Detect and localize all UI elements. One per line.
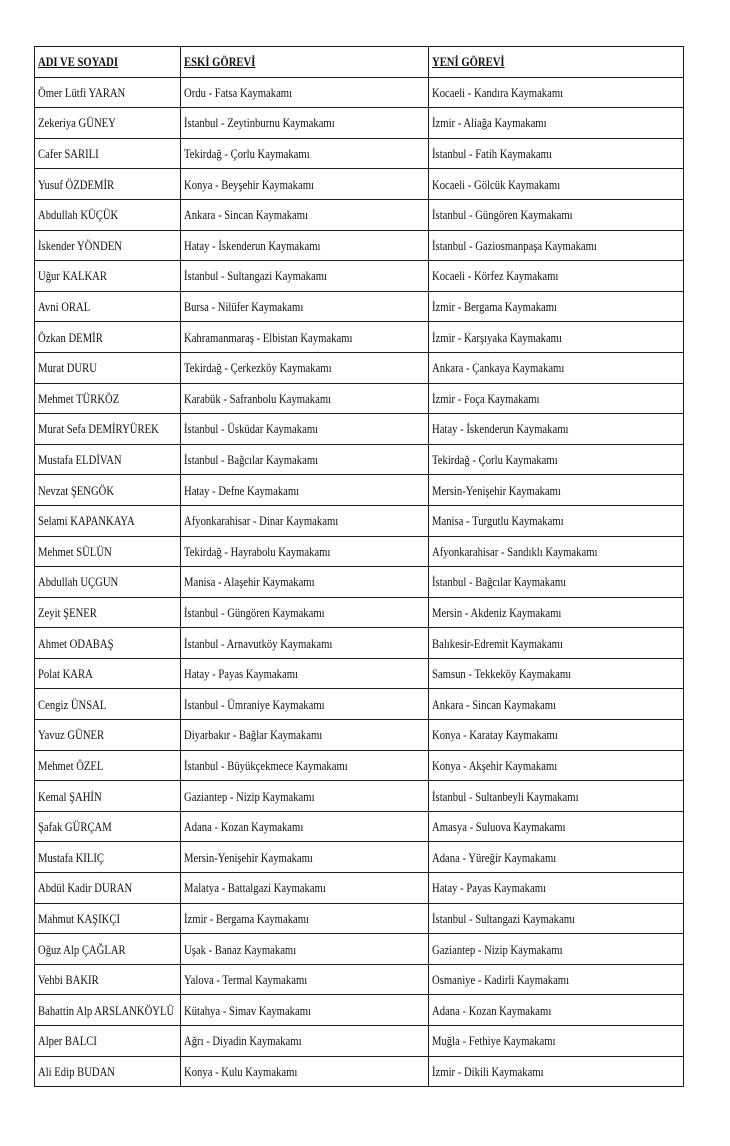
former-post: Hatay - Payas Kaymakamı	[184, 666, 298, 682]
name-cell	[35, 689, 181, 720]
new-post-cell	[429, 78, 684, 109]
former-post-cell	[181, 200, 429, 231]
former-post: Konya - Beyşehir Kaymakamı	[184, 176, 314, 192]
new-post-cell	[429, 108, 684, 139]
new-post-cell	[429, 414, 684, 445]
new-post-cell	[429, 353, 684, 384]
former-post: Adana - Kozan Kaymakamı	[184, 819, 304, 835]
new-post: Hatay - İskenderun Kaymakamı	[432, 421, 569, 437]
table-row	[35, 995, 684, 1026]
new-post: Manisa - Turgutlu Kaymakamı	[432, 513, 564, 529]
table-row	[35, 261, 684, 292]
former-post: İstanbul - Güngören Kaymakamı	[184, 604, 325, 620]
former-post: Ankara - Sincan Kaymakamı	[184, 207, 309, 223]
person-name: Mustafa KILIÇ	[38, 849, 105, 865]
former-post-cell	[181, 139, 429, 170]
name-cell	[35, 139, 181, 170]
name-cell	[35, 995, 181, 1026]
former-post: Afyonkarahisar - Dinar Kaymakamı	[184, 513, 339, 529]
person-name: Vehbi BAKIR	[38, 972, 99, 988]
former-post: İstanbul - Zeytinburnu Kaymakamı	[184, 115, 335, 131]
header-cell-new-post	[429, 47, 684, 78]
former-post: Hatay - Defne Kaymakamı	[184, 482, 300, 498]
new-post: Muğla - Fethiye Kaymakamı	[432, 1033, 556, 1049]
person-name: Kemal ŞAHİN	[38, 788, 102, 804]
table-row	[35, 506, 684, 537]
former-post-cell	[181, 720, 429, 751]
person-name: Alper BALCI	[38, 1033, 97, 1049]
person-name: Abdullah KÜÇÜK	[38, 207, 119, 223]
new-post: Mersin - Akdeniz Kaymakamı	[432, 604, 562, 620]
former-post-cell	[181, 812, 429, 843]
former-post-cell	[181, 598, 429, 629]
person-name: Cafer SARILI	[38, 146, 99, 162]
new-post-cell	[429, 842, 684, 873]
header-name: ADI VE SOYADI	[38, 54, 118, 70]
name-cell	[35, 1026, 181, 1057]
former-post-cell	[181, 1057, 429, 1088]
person-name: Oğuz Alp ÇAĞLAR	[38, 941, 126, 957]
new-post: Osmaniye - Kadirli Kaymakamı	[432, 972, 570, 988]
name-cell	[35, 108, 181, 139]
person-name: Bahattin Alp ARSLANKÖYLÜ	[38, 1002, 175, 1018]
former-post-cell	[181, 1026, 429, 1057]
table-row	[35, 414, 684, 445]
table-row	[35, 1057, 684, 1088]
header-row	[35, 47, 684, 78]
name-cell	[35, 261, 181, 292]
former-post-cell	[181, 873, 429, 904]
new-post: Balıkesir-Edremit Kaymakamı	[432, 635, 563, 651]
new-post: Konya - Karatay Kaymakamı	[432, 727, 558, 743]
new-post-cell	[429, 200, 684, 231]
name-cell	[35, 934, 181, 965]
name-cell	[35, 445, 181, 476]
person-name: Polat KARA	[38, 666, 93, 682]
former-post-cell	[181, 292, 429, 323]
new-post-cell	[429, 537, 684, 568]
person-name: Abdullah UÇGUN	[38, 574, 119, 590]
table-row	[35, 445, 684, 476]
former-post: Yalova - Termal Kaymakamı	[184, 972, 308, 988]
name-cell	[35, 292, 181, 323]
person-name: Zekeriya GÜNEY	[38, 115, 116, 131]
former-post-cell	[181, 537, 429, 568]
table-row	[35, 659, 684, 690]
header-new-post: YENİ GÖREVİ	[432, 54, 505, 70]
new-post: Amasya - Suluova Kaymakamı	[432, 819, 566, 835]
new-post: İstanbul - Gaziosmanpaşa Kaymakamı	[432, 237, 597, 253]
table-row	[35, 689, 684, 720]
person-name: Ahmet ODABAŞ	[38, 635, 114, 651]
appointment-table	[34, 46, 684, 1087]
new-post: Ankara - Sincan Kaymakamı	[432, 696, 557, 712]
former-post-cell	[181, 384, 429, 415]
name-cell	[35, 842, 181, 873]
new-post: Tekirdağ - Çorlu Kaymakamı	[432, 452, 558, 468]
new-post: İzmir - Foça Kaymakamı	[432, 390, 540, 406]
new-post-cell	[429, 506, 684, 537]
new-post-cell	[429, 904, 684, 935]
new-post: İzmir - Dikili Kaymakamı	[432, 1063, 544, 1079]
person-name: Mehmet TÜRKÖZ	[38, 390, 120, 406]
former-post: Tekirdağ - Hayrabolu Kaymakamı	[184, 543, 331, 559]
former-post-cell	[181, 414, 429, 445]
former-post: Karabük - Safranbolu Kaymakamı	[184, 390, 332, 406]
former-post-cell	[181, 689, 429, 720]
header-former-post: ESKİ GÖREVİ	[184, 54, 256, 70]
former-post: Gaziantep - Nizip Kaymakamı	[184, 788, 315, 804]
person-name: Murat DURU	[38, 360, 97, 376]
former-post: Hatay - İskenderun Kaymakamı	[184, 237, 321, 253]
former-post: İstanbul - Ümraniye Kaymakamı	[184, 696, 325, 712]
new-post-cell	[429, 567, 684, 598]
name-cell	[35, 537, 181, 568]
former-post-cell	[181, 445, 429, 476]
person-name: Mustafa ELDİVAN	[38, 452, 122, 468]
former-post-cell	[181, 567, 429, 598]
former-post: Tekirdağ - Çerkezköy Kaymakamı	[184, 360, 332, 376]
new-post-cell	[429, 751, 684, 782]
new-post: İzmir - Aliağa Kaymakamı	[432, 115, 547, 131]
new-post-cell	[429, 261, 684, 292]
former-post: İstanbul - Üsküdar Kaymakamı	[184, 421, 319, 437]
person-name: Yavuz GÜNER	[38, 727, 105, 743]
name-cell	[35, 78, 181, 109]
name-cell	[35, 1057, 181, 1088]
name-cell	[35, 812, 181, 843]
former-post: İstanbul - Sultangazi Kaymakamı	[184, 268, 327, 284]
new-post: İstanbul - Sultanbeyli Kaymakamı	[432, 788, 579, 804]
table-row	[35, 842, 684, 873]
former-post-cell	[181, 934, 429, 965]
former-post: Bursa - Nilüfer Kaymakamı	[184, 299, 304, 315]
new-post-cell	[429, 659, 684, 690]
name-cell	[35, 720, 181, 751]
former-post-cell	[181, 842, 429, 873]
table-row	[35, 322, 684, 353]
former-post-cell	[181, 353, 429, 384]
new-post-cell	[429, 384, 684, 415]
table-row	[35, 200, 684, 231]
person-name: Şafak GÜRÇAM	[38, 819, 112, 835]
former-post: Ağrı - Diyadin Kaymakamı	[184, 1033, 302, 1049]
new-post-cell	[429, 445, 684, 476]
person-name: Mehmet ÖZEL	[38, 757, 104, 773]
former-post: Ordu - Fatsa Kaymakamı	[184, 84, 293, 100]
new-post: Konya - Akşehir Kaymakamı	[432, 757, 558, 773]
new-post: İstanbul - Güngören Kaymakamı	[432, 207, 573, 223]
name-cell	[35, 965, 181, 996]
new-post-cell	[429, 995, 684, 1026]
new-post-cell	[429, 781, 684, 812]
person-name: Mehmet SÜLÜN	[38, 543, 112, 559]
table-row	[35, 628, 684, 659]
former-post-cell	[181, 781, 429, 812]
name-cell	[35, 659, 181, 690]
former-post: Tekirdağ - Çorlu Kaymakamı	[184, 146, 310, 162]
name-cell	[35, 873, 181, 904]
name-cell	[35, 475, 181, 506]
table-row	[35, 384, 684, 415]
table-row	[35, 567, 684, 598]
person-name: Ali Edip BUDAN	[38, 1063, 115, 1079]
table-row	[35, 292, 684, 323]
name-cell	[35, 781, 181, 812]
former-post-cell	[181, 231, 429, 262]
table-row	[35, 720, 684, 751]
person-name: Avni ORAL	[38, 299, 91, 315]
new-post-cell	[429, 965, 684, 996]
person-name: Zeyit ŞENER	[38, 604, 97, 620]
table-row	[35, 139, 684, 170]
new-post-cell	[429, 139, 684, 170]
name-cell	[35, 353, 181, 384]
new-post: İzmir - Karşıyaka Kaymakamı	[432, 329, 562, 345]
new-post-cell	[429, 628, 684, 659]
new-post: Gaziantep - Nizip Kaymakamı	[432, 941, 563, 957]
name-cell	[35, 751, 181, 782]
former-post-cell	[181, 261, 429, 292]
former-post-cell	[181, 475, 429, 506]
new-post-cell	[429, 720, 684, 751]
table-row	[35, 475, 684, 506]
person-name: Nevzat ŞENGÖK	[38, 482, 115, 498]
name-cell	[35, 567, 181, 598]
header-cell-name	[35, 47, 181, 78]
name-cell	[35, 322, 181, 353]
former-post: Manisa - Alaşehir Kaymakamı	[184, 574, 315, 590]
table-row	[35, 353, 684, 384]
new-post-cell	[429, 292, 684, 323]
former-post-cell	[181, 904, 429, 935]
former-post: Uşak - Banaz Kaymakamı	[184, 941, 297, 957]
former-post: Kütahya - Simav Kaymakamı	[184, 1002, 312, 1018]
former-post: İstanbul - Bağcılar Kaymakamı	[184, 452, 319, 468]
name-cell	[35, 231, 181, 262]
former-post: Konya - Kulu Kaymakamı	[184, 1063, 298, 1079]
person-name: Ömer Lütfi YARAN	[38, 84, 126, 100]
name-cell	[35, 384, 181, 415]
new-post-cell	[429, 598, 684, 629]
name-cell	[35, 200, 181, 231]
former-post: İzmir - Bergama Kaymakamı	[184, 910, 310, 926]
former-post-cell	[181, 965, 429, 996]
table-row	[35, 965, 684, 996]
new-post: Mersin-Yenişehir Kaymakamı	[432, 482, 561, 498]
new-post-cell	[429, 1026, 684, 1057]
table-row	[35, 934, 684, 965]
table-row	[35, 751, 684, 782]
new-post-cell	[429, 1057, 684, 1088]
former-post-cell	[181, 108, 429, 139]
new-post: İstanbul - Sultangazi Kaymakamı	[432, 910, 575, 926]
new-post: İstanbul - Fatih Kaymakamı	[432, 146, 552, 162]
new-post-cell	[429, 475, 684, 506]
name-cell	[35, 169, 181, 200]
table-row	[35, 812, 684, 843]
new-post-cell	[429, 689, 684, 720]
former-post: Mersin-Yenişehir Kaymakamı	[184, 849, 313, 865]
former-post-cell	[181, 995, 429, 1026]
new-post: Ankara - Çankaya Kaymakamı	[432, 360, 565, 376]
table-row	[35, 1026, 684, 1057]
former-post: Malatya - Battalgazi Kaymakamı	[184, 880, 326, 896]
person-name: Abdül Kadir DURAN	[38, 880, 133, 896]
name-cell	[35, 506, 181, 537]
table-row	[35, 78, 684, 109]
person-name: İskender YÖNDEN	[38, 237, 122, 253]
new-post: Samsun - Tekkeköy Kaymakamı	[432, 666, 572, 682]
former-post-cell	[181, 78, 429, 109]
table-row	[35, 598, 684, 629]
former-post: İstanbul - Arnavutköy Kaymakamı	[184, 635, 333, 651]
person-name: Mahmut KAŞIKÇI	[38, 910, 121, 926]
new-post: Afyonkarahisar - Sandıklı Kaymakamı	[432, 543, 598, 559]
person-name: Uğur KALKAR	[38, 268, 107, 284]
new-post-cell	[429, 812, 684, 843]
table-row	[35, 537, 684, 568]
new-post: Kocaeli - Körfez Kaymakamı	[432, 268, 559, 284]
new-post-cell	[429, 322, 684, 353]
table-row	[35, 231, 684, 262]
new-post: Hatay - Payas Kaymakamı	[432, 880, 546, 896]
name-cell	[35, 628, 181, 659]
new-post: Kocaeli - Kandıra Kaymakamı	[432, 84, 564, 100]
former-post-cell	[181, 751, 429, 782]
person-name: Selami KAPANKAYA	[38, 513, 135, 529]
person-name: Özkan DEMİR	[38, 329, 103, 345]
former-post: İstanbul - Büyükçekmece Kaymakamı	[184, 757, 348, 773]
person-name: Murat Sefa DEMİRYÜREK	[38, 421, 159, 437]
former-post: Diyarbakır - Bağlar Kaymakamı	[184, 727, 323, 743]
table-row	[35, 873, 684, 904]
name-cell	[35, 904, 181, 935]
name-cell	[35, 414, 181, 445]
former-post-cell	[181, 322, 429, 353]
table-row	[35, 781, 684, 812]
new-post: İzmir - Bergama Kaymakamı	[432, 299, 558, 315]
former-post-cell	[181, 659, 429, 690]
new-post: Adana - Kozan Kaymakamı	[432, 1002, 552, 1018]
new-post: Kocaeli - Gölcük Kaymakamı	[432, 176, 561, 192]
new-post: Adana - Yüreğir Kaymakamı	[432, 849, 557, 865]
table-row	[35, 169, 684, 200]
person-name: Cengiz ÜNSAL	[38, 696, 107, 712]
new-post-cell	[429, 231, 684, 262]
new-post-cell	[429, 934, 684, 965]
new-post-cell	[429, 169, 684, 200]
table-row	[35, 108, 684, 139]
former-post-cell	[181, 169, 429, 200]
name-cell	[35, 598, 181, 629]
former-post: Kahramanmaraş - Elbistan Kaymakamı	[184, 329, 353, 345]
former-post-cell	[181, 506, 429, 537]
former-post-cell	[181, 628, 429, 659]
new-post-cell	[429, 873, 684, 904]
new-post: İstanbul - Bağcılar Kaymakamı	[432, 574, 567, 590]
header-cell-former-post	[181, 47, 429, 78]
person-name: Yusuf ÖZDEMİR	[38, 176, 115, 192]
table-row	[35, 904, 684, 935]
